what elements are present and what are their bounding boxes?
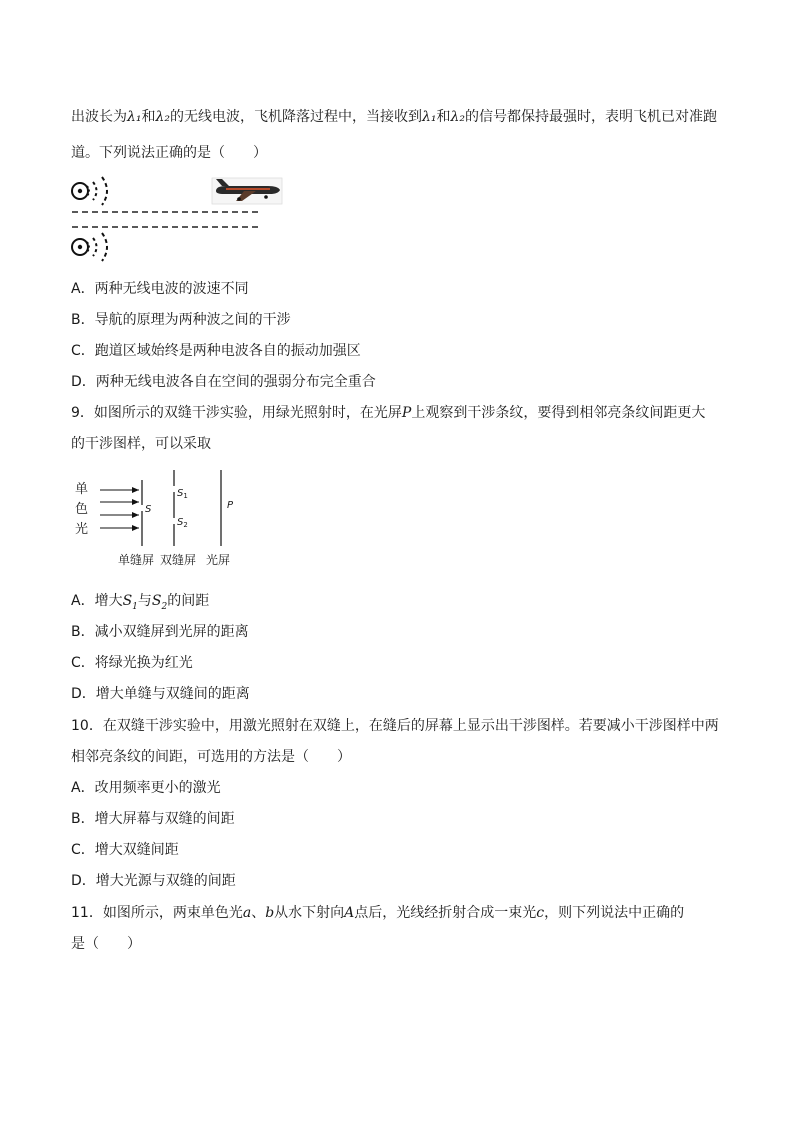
caption-single-slit: 单缝屏 — [118, 553, 155, 567]
q8-option-c: C．跑道区域始终是两种电波各自的振动加强区 — [71, 343, 361, 359]
light-label-char: 光 — [75, 522, 89, 537]
slit-label-s: S — [145, 504, 152, 515]
q8-stem-line1: 出波长为λ₁和λ₂的无线电波，飞机降落过程中，当接收到λ₁和λ₂的信号都保持最强时，表明飞机已对准跑 — [71, 109, 717, 125]
antenna-icon — [72, 177, 107, 205]
q10-option-d: D．增大光源与双缝的间距 — [71, 873, 236, 889]
q9-double-slit-figure — [68, 466, 248, 574]
slit-label-s2: $S_2$ — [177, 517, 188, 529]
q9-option-d: D．增大单缝与双缝间的距离 — [71, 686, 250, 702]
q8-airport-figure — [66, 174, 288, 264]
q9-stem-line1: 9．如图所示的双缝干涉实验，用绿光照射时，在光屏P上观察到干涉条纹，要得到相邻亮条纹间距更大 — [71, 405, 706, 421]
q10-stem-line2: 相邻亮条纹的间距，可选用的方法是（ ） — [71, 749, 351, 765]
caption-light-screen: 光屏 — [206, 553, 231, 567]
q8-option-a: A．两种无线电波的波速不同 — [71, 281, 249, 297]
q11-stem-line1: 11．如图所示，两束单色光a、b从水下射向A点后，光线经折射合成一束光c，则下列说法中正确的 — [71, 905, 685, 921]
q10-stem-line1: 10．在双缝干涉实验中，用激光照射在双缝上，在缝后的屏幕上显示出干涉图样。若要减小干涉图样中两 — [71, 718, 719, 734]
caption-double-slit: 双缝屏 — [160, 553, 197, 567]
q10-option-b: B．增大屏幕与双缝的间距 — [71, 811, 235, 827]
slit-label-s1: $S_1$ — [177, 488, 188, 500]
q9-option-a: A．增大$S_1$与$S_2$的间距 — [71, 593, 210, 612]
q8-stem-line2: 道。下列说法正确的是（ ） — [71, 145, 267, 161]
q11-stem-line2: 是（ ） — [71, 936, 141, 952]
q9-option-b: B．减小双缝屏到光屏的距离 — [71, 624, 249, 640]
q10-option-c: C．增大双缝间距 — [71, 842, 179, 858]
airplane-icon — [212, 178, 282, 204]
q10-option-a: A．改用频率更小的激光 — [71, 780, 221, 796]
light-label-char: 单 — [75, 482, 89, 497]
q8-option-d: D．两种无线电波各自在空间的强弱分布完全重合 — [71, 374, 376, 390]
antenna-icon — [72, 233, 107, 261]
light-label-char: 色 — [75, 502, 89, 517]
q9-stem-line2: 的干涉图样，可以采取 — [71, 436, 211, 452]
q9-option-c: C．将绿光换为红光 — [71, 655, 193, 671]
screen-label-p: P — [227, 500, 234, 511]
q8-option-b: B．导航的原理为两种波之间的干涉 — [71, 312, 291, 328]
